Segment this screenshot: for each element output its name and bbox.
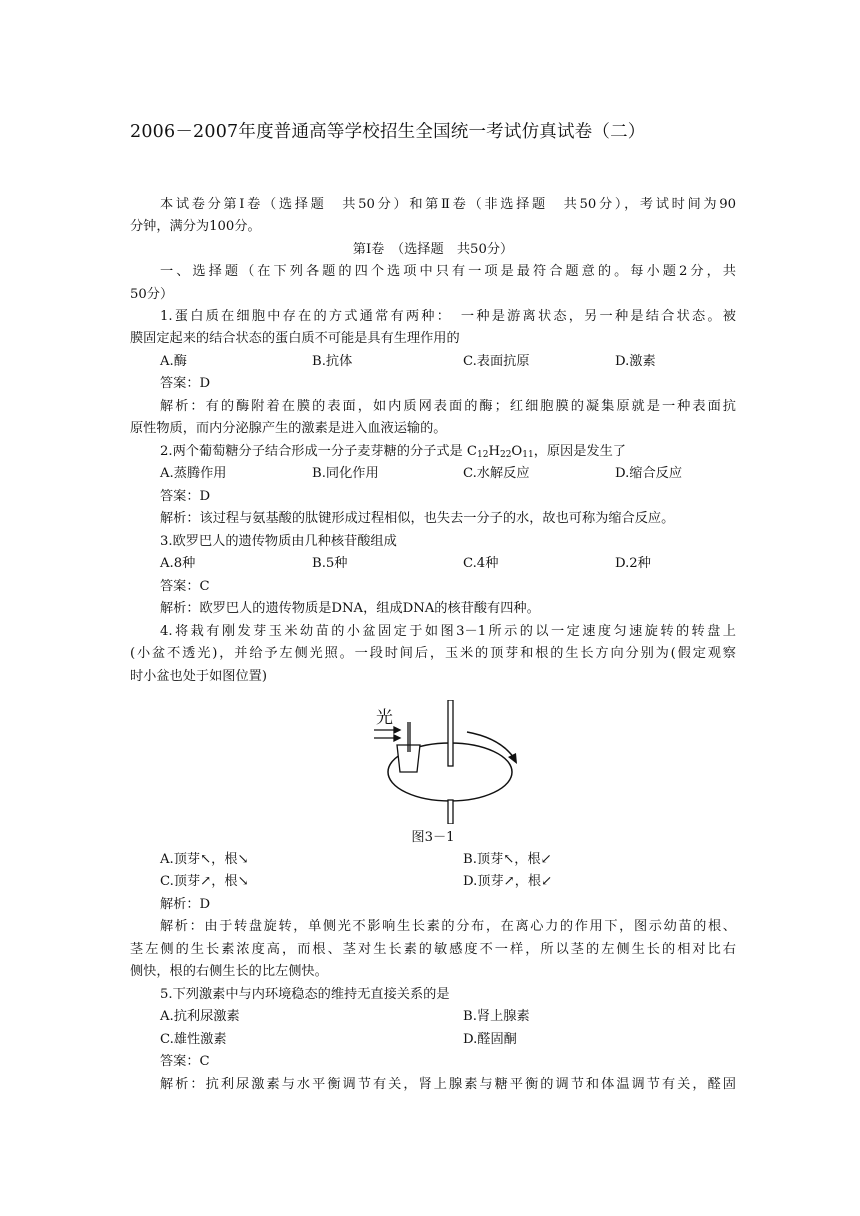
q3-analysis: 解析：欧罗巴人的遗传物质是DNA，组成DNA的核苷酸有四种。 bbox=[160, 601, 540, 616]
q2-option-b: B.同化作用 bbox=[312, 466, 379, 481]
q2-formula-h-letter: H bbox=[488, 444, 500, 459]
q1-analysis-line-1: 解析：有的酶附着在膜的表面，如内质网表面的酶；红细胞膜的凝集原就是一种表面抗 bbox=[160, 399, 736, 414]
q1-option-a: A.酶 bbox=[160, 354, 187, 369]
q5-option-a: A.抗利尿激素 bbox=[160, 1009, 240, 1024]
q5-stem: 5.下列激素中与内环境稳态的维持无直接关系的是 bbox=[160, 987, 450, 1002]
q5-analysis-line-1: 解析：抗利尿激素与水平衡调节有关，肾上腺素与糖平衡的调节和体温调节有关，醛固 bbox=[160, 1077, 736, 1092]
q3-option-b: B.5种 bbox=[312, 556, 348, 571]
q5-answer: 答案：C bbox=[160, 1054, 210, 1069]
q2-stem-after: ，原因是发生了 bbox=[533, 444, 626, 459]
q2-formula-c: 12 bbox=[477, 450, 489, 460]
light-arrows bbox=[374, 727, 400, 741]
q1-option-c: C.表面抗原 bbox=[463, 354, 530, 369]
q2-stem-before: 2.两个葡萄糖分子结合形成一分子麦芽糖的分子式是 C bbox=[160, 444, 477, 459]
q4-stem-line-1: 4.将栽有刚发芽玉米幼苗的小盆固定于如图3－1所示的以一定速度匀速旋转的转盘上 bbox=[160, 624, 736, 639]
q2-answer: 答案：D bbox=[160, 489, 211, 504]
instruction-line-2: 50分） bbox=[130, 287, 174, 302]
figure-caption: 图3－1 bbox=[411, 830, 455, 845]
q1-analysis-line-2: 原性物质，而内分泌腺产生的激素是进入血液运输的。 bbox=[130, 421, 447, 436]
q3-stem: 3.欧罗巴人的遗传物质由几种核苷酸组成 bbox=[160, 534, 397, 549]
rotation-axle-bottom bbox=[448, 800, 453, 824]
q4-option-a: A.顶芽↖，根↘ bbox=[160, 852, 249, 867]
q1-option-b: B.抗体 bbox=[312, 354, 353, 369]
q1-option-d: D.激素 bbox=[615, 354, 656, 369]
intro-line-1: 本试卷分第Ⅰ卷（选择题 共50分）和第Ⅱ卷（非选择题 共50分），考试时间为90 bbox=[160, 197, 736, 212]
q4-answer: 解析：D bbox=[160, 897, 211, 912]
q2-formula-h: 22 bbox=[499, 450, 512, 460]
exam-title: 2006－2007年度普通高等学校招生全国统一考试仿真试卷（二） bbox=[130, 122, 646, 142]
q4-option-b: B.顶芽↖，根↙ bbox=[463, 852, 552, 867]
q2-option-a: A.蒸腾作用 bbox=[160, 466, 227, 481]
q2-formula-o-letter: O bbox=[511, 444, 523, 459]
q2-option-c: C.水解反应 bbox=[463, 466, 530, 481]
section-heading: 第Ⅰ卷 （选择题 共50分） bbox=[352, 242, 514, 257]
q3-option-d: D.2种 bbox=[615, 556, 651, 571]
light-label: 光 bbox=[376, 708, 393, 728]
q1-stem-line-1: 1.蛋白质在细胞中存在的方式通常有两种： 一种是游离状态，另一种是结合状态。被 bbox=[160, 309, 736, 324]
q4-stem-line-3: 时小盆也处于如图位置) bbox=[130, 669, 268, 684]
q3-option-c: C.4种 bbox=[463, 556, 499, 571]
q4-analysis-line-3: 侧快，根的右侧生长的比左侧快。 bbox=[130, 964, 328, 979]
intro-line-2: 分钟，满分为100分。 bbox=[130, 219, 261, 234]
q4-option-d: D.顶芽↗，根↙ bbox=[463, 874, 553, 889]
q5-option-d: D.醛固酮 bbox=[463, 1032, 517, 1047]
turntable-figure bbox=[372, 700, 532, 824]
q4-analysis-line-1: 解析：由于转盘旋转，单侧光不影响生长素的分布，在离心力的作用下，图示幼苗的根、 bbox=[160, 919, 736, 934]
q2-analysis: 解析：该过程与氨基酸的肽键形成过程相似，也失去一分子的水，故也可称为缩合反应。 bbox=[160, 511, 675, 526]
q4-stem-line-2: (小盆不透光)，并给予左侧光照。一段时间后，玉米的顶芽和根的生长方向分别为(假定观察 bbox=[130, 646, 736, 661]
q5-option-b: B.肾上腺素 bbox=[463, 1009, 530, 1024]
instruction-line-1: 一、选择题（在下列各题的四个选项中只有一项是最符合题意的。每小题2分，共 bbox=[160, 264, 736, 279]
q3-option-a: A.8种 bbox=[160, 556, 196, 571]
q4-option-c: C.顶芽↗，根↘ bbox=[160, 874, 249, 889]
q2-formula-o: 11 bbox=[522, 450, 534, 460]
q5-option-c: C.雄性激素 bbox=[160, 1032, 227, 1047]
q2-option-d: D.缩合反应 bbox=[615, 466, 683, 481]
q1-stem-line-2: 膜固定起来的结合状态的蛋白质不可能是具有生理作用的 bbox=[130, 331, 460, 346]
q4-analysis-line-2: 茎左侧的生长素浓度高，而根、茎对生长素的敏感度不一样，所以茎的左侧生长的相对比右 bbox=[130, 942, 736, 957]
rotation-axle-top bbox=[448, 700, 453, 766]
q1-answer: 答案：D bbox=[160, 376, 211, 391]
q3-answer: 答案：C bbox=[160, 579, 210, 594]
